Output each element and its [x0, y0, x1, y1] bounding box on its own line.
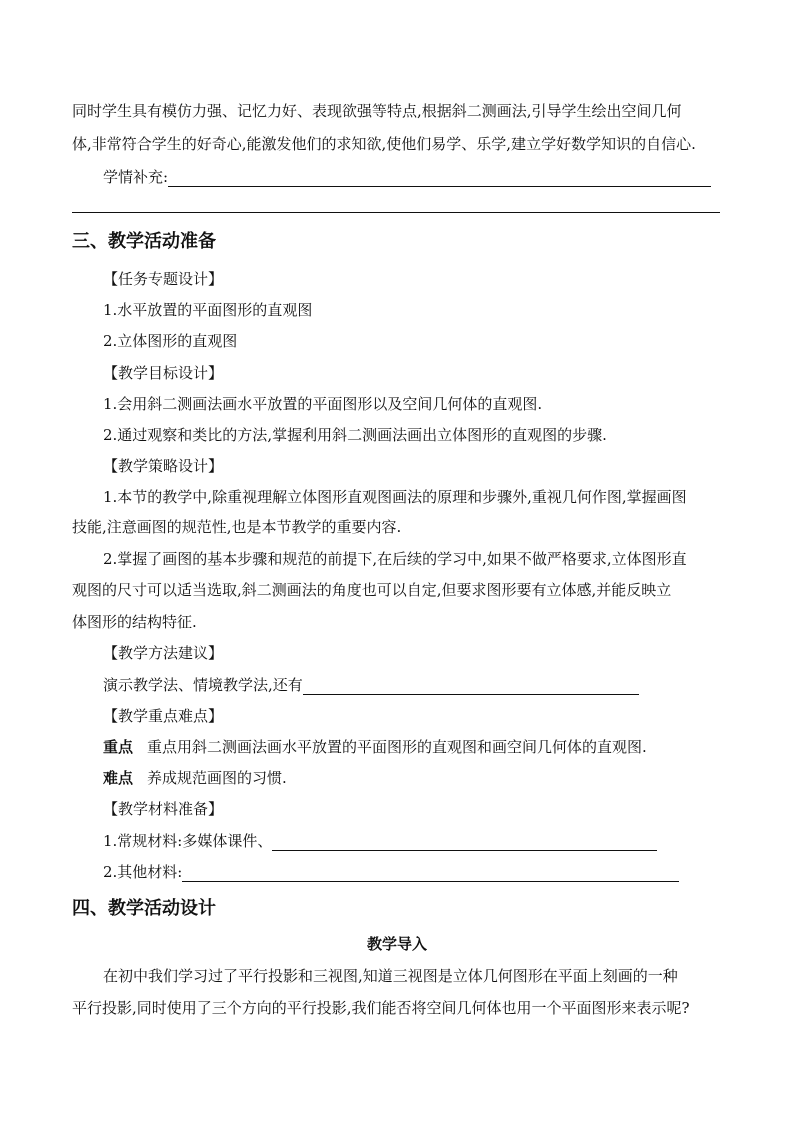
key-label: 重点 — [103, 738, 134, 756]
supplement-blank[interactable] — [168, 170, 711, 187]
section-4-heading: 四、教学活动设计 — [72, 898, 216, 919]
keypoint-title: 【教学重点难点】 — [103, 707, 224, 725]
strategy-1-line-1: 1.本节的教学中,除重视理解立体图形直观图画法的原理和步骤外,重视几何作图,掌握画图 — [103, 488, 687, 506]
method-blank[interactable] — [303, 678, 639, 695]
supplement-line — [103, 167, 711, 187]
method-text: 演示教学法、情境教学法,还有 — [103, 676, 303, 694]
material-title: 【教学材料准备】 — [103, 800, 224, 818]
strategy-title: 【教学策略设计】 — [103, 457, 224, 475]
material-1-blank[interactable] — [272, 834, 657, 851]
strategy-2-line-2: 观图的尺寸可以适当选取,斜二测画法的角度也可以自定,但要求图形要有立体感,并能反映立 — [72, 581, 672, 599]
goal-item-1: 1.会用斜二测画法画水平放置的平面图形以及空间几何体的直观图. — [103, 395, 543, 413]
strategy-1-line-2: 技能,注意画图的规范性,也是本节教学的重要内容. — [72, 518, 402, 536]
difficulty-line — [103, 768, 287, 788]
material-1-text: 1.常规材料:多媒体课件、 — [103, 832, 273, 850]
supplement-label: 学情补充: — [103, 168, 169, 186]
intro-line-1: 同时学生具有模仿力强、记忆力好、表现欲强等特点,根据斜二测画法,引导学生绘出空间几何 — [72, 102, 682, 120]
intro-line-2: 体,非常符合学生的好奇心,能激发他们的求知欲,使他们易学、乐学,建立学好数学知识的自信心. — [72, 135, 696, 153]
key-text: 重点用斜二测画法画水平放置的平面图形的直观图和画空间几何体的直观图. — [147, 738, 647, 756]
supplement-blank-line-2[interactable] — [72, 212, 720, 213]
lesson-intro-line-2: 平行投影,同时使用了三个方向的平行投影,我们能否将空间几何体也用一个平面图形来表示呢? — [72, 999, 690, 1017]
strategy-2-line-3: 体图形的结构特征. — [72, 613, 197, 631]
lesson-intro-title: 教学导入 — [366, 935, 427, 953]
material-2-blank[interactable] — [182, 865, 679, 882]
lesson-intro-line-1: 在初中我们学习过了平行投影和三视图,知道三视图是立体几何图形在平面上刻画的一种 — [103, 967, 678, 985]
difficulty-label: 难点 — [103, 769, 134, 787]
key-line — [103, 737, 647, 757]
section-3-heading: 三、教学活动准备 — [72, 231, 216, 252]
method-line — [103, 675, 639, 695]
task-title: 【任务专题设计】 — [103, 270, 224, 288]
method-title: 【教学方法建议】 — [103, 644, 224, 662]
task-item-1: 1.水平放置的平面图形的直观图 — [103, 301, 313, 319]
task-item-2: 2.立体图形的直观图 — [103, 332, 238, 350]
material-1-line — [103, 831, 657, 851]
material-2-line — [103, 862, 679, 882]
strategy-2-line-1: 2.掌握了画图的基本步骤和规范的前提下,在后续的学习中,如果不做严格要求,立体图形直 — [103, 550, 687, 568]
material-2-text: 2.其他材料: — [103, 863, 183, 881]
difficulty-text: 养成规范画图的习惯. — [147, 769, 287, 787]
goal-item-2: 2.通过观察和类比的方法,掌握利用斜二测画法画出立体图形的直观图的步骤. — [103, 426, 607, 444]
goal-title: 【教学目标设计】 — [103, 364, 224, 382]
